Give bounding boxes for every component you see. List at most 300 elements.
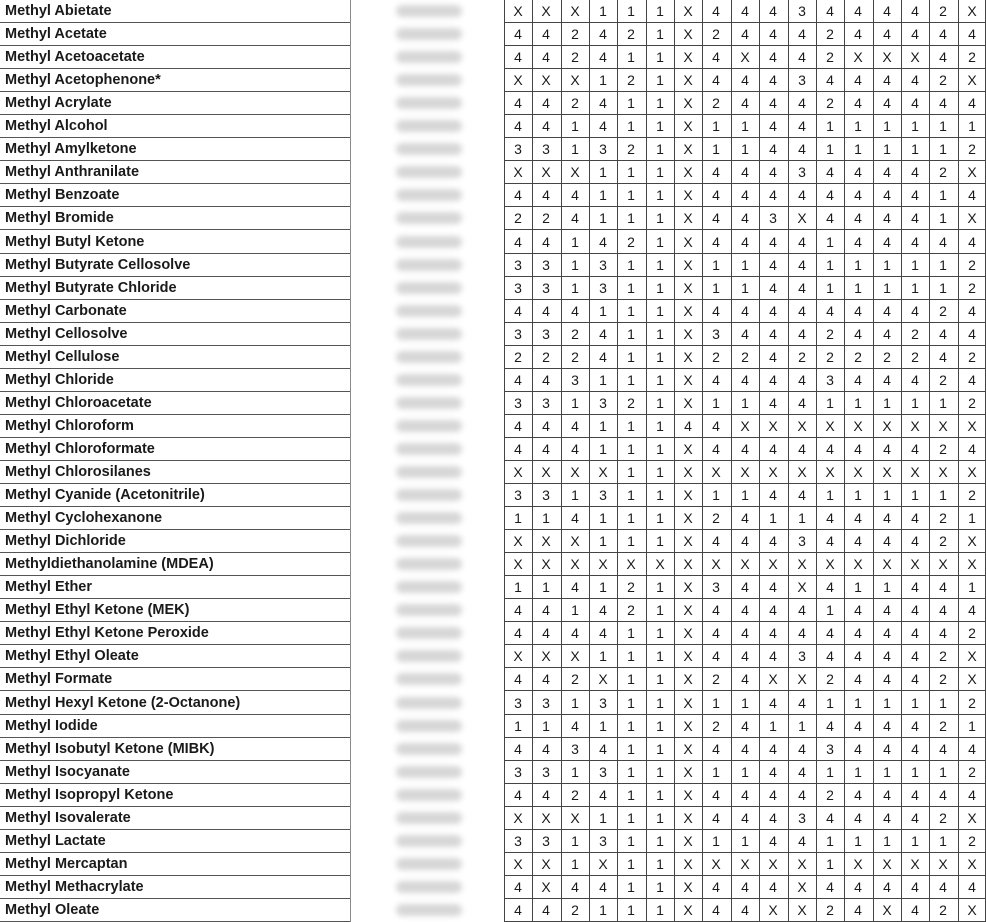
rating-cell: 4 [883,95,891,111]
rating-cell: 2 [826,326,834,342]
rating-cell: X [541,856,551,872]
rating-cell: 1 [826,257,834,273]
rating-cell: X [967,671,977,687]
table-row [0,692,986,715]
rating-cell: 4 [826,718,834,734]
rating-cell: 1 [826,395,834,411]
rating-cell: X [683,695,693,711]
blurred-cas-number [352,415,502,438]
blurred-text-smudge [396,166,462,178]
blurred-cas-number [352,23,502,46]
rating-cell: 1 [854,118,862,134]
rating-cell: X [967,556,977,572]
rating-cell: 4 [968,234,976,250]
rating-cell: 2 [826,26,834,42]
blurred-text-smudge [396,650,462,662]
rating-cell: 1 [656,856,664,872]
rating-cell: 2 [826,49,834,65]
rating-cell: 3 [769,210,777,226]
rating-cell: 1 [627,49,635,65]
chemical-name: Methyl Isobutyl Ketone (MIBK) [5,741,215,757]
rating-cell: X [683,879,693,895]
rating-cell: 1 [656,441,664,457]
rating-cell: 2 [883,349,891,365]
rating-cell: 1 [656,648,664,664]
rating-cell: 4 [769,187,777,203]
rating-cell: X [797,418,807,434]
rating-cell: 1 [939,141,947,157]
rating-cell: 1 [656,579,664,595]
rating-cell: X [541,164,551,180]
blurred-cas-number [352,899,502,922]
rating-cell: 3 [542,833,550,849]
rating-cell: 4 [798,487,806,503]
rating-cell: 1 [571,118,579,134]
rating-cell: 1 [656,164,664,180]
rating-cell: 4 [514,418,522,434]
rating-cell: 3 [599,764,607,780]
rating-cell: 1 [798,510,806,526]
rating-cell: X [598,856,608,872]
rating-cell: 4 [769,602,777,618]
rating-cell: X [797,879,807,895]
rating-cell: 4 [854,372,862,388]
rating-cell: 1 [854,833,862,849]
rating-cell: X [683,464,693,480]
rating-cell: 4 [599,326,607,342]
rating-cell: 2 [939,3,947,19]
blurred-text-smudge [396,881,462,893]
rating-cell: X [797,856,807,872]
rating-cell: 2 [542,349,550,365]
rating-cell: 1 [656,671,664,687]
rating-cell: 4 [514,787,522,803]
rating-cell: 4 [883,625,891,641]
rating-cell: 4 [599,49,607,65]
rating-cell: 1 [968,579,976,595]
rating-cell: 4 [712,625,720,641]
rating-cell: 1 [656,464,664,480]
rating-cell: 1 [542,718,550,734]
rating-cell: 4 [741,533,749,549]
rating-cell: 4 [514,118,522,134]
rating-cell: 4 [854,787,862,803]
rating-cell: 4 [826,810,834,826]
rating-cell: 3 [798,648,806,664]
rating-cell: 1 [826,234,834,250]
rating-cell: X [541,464,551,480]
rating-cell: 1 [627,833,635,849]
rating-cell: 2 [968,695,976,711]
rating-cell: X [683,856,693,872]
blurred-text-smudge [396,328,462,340]
chemical-name: Methyl Oleate [5,902,100,918]
rating-cell: 1 [656,718,664,734]
blurred-text-smudge [396,789,462,801]
rating-cell: X [825,418,835,434]
rating-cell: X [967,464,977,480]
rating-cell: 4 [854,671,862,687]
rating-cell: X [938,556,948,572]
rating-cell: X [683,164,693,180]
rating-cell: 4 [741,879,749,895]
rating-cell: 4 [514,902,522,918]
rating-cell: X [938,856,948,872]
rating-cell: 4 [712,49,720,65]
rating-cell: 1 [741,695,749,711]
rating-cell: 1 [911,280,919,296]
rating-cell: 3 [542,326,550,342]
rating-cell: 1 [741,395,749,411]
chemical-name: Methyl Chlorosilanes [5,464,151,480]
rating-cell: 4 [854,602,862,618]
rating-cell: 1 [599,3,607,19]
rating-cell: 4 [939,741,947,757]
rating-cell: 4 [769,141,777,157]
chemical-name: Methyl Carbonate [5,303,127,319]
rating-cell: 4 [599,879,607,895]
rating-cell: 2 [571,902,579,918]
rating-cell: 1 [854,487,862,503]
rating-cell: X [882,902,892,918]
blurred-cas-number [352,438,502,461]
rating-cell: X [513,810,523,826]
table-row [0,115,986,138]
rating-cell: X [768,902,778,918]
rating-cell: 4 [542,625,550,641]
rating-cell: 1 [627,718,635,734]
blurred-cas-number [352,184,502,207]
rating-cell: 4 [939,234,947,250]
row-divider [0,690,350,691]
table-row [0,392,986,415]
rating-cell: 1 [571,602,579,618]
rating-cell: 4 [542,187,550,203]
blurred-cas-number [352,853,502,876]
rating-cell: X [683,72,693,88]
rating-cell: 4 [514,602,522,618]
blurred-cas-number [352,207,502,230]
rating-cell: X [683,810,693,826]
rating-cell: 1 [656,879,664,895]
rating-cell: 1 [911,695,919,711]
rating-cell: 1 [826,280,834,296]
rating-cell: 2 [939,164,947,180]
rating-cell: X [513,3,523,19]
rating-cell: 4 [883,648,891,664]
table-row [0,576,986,599]
rating-cell: 1 [656,810,664,826]
rating-cell: 2 [968,257,976,273]
rating-cell: 2 [968,625,976,641]
rating-cell: X [513,648,523,664]
chemical-name: Methyl Ethyl Ketone Peroxide [5,625,209,641]
rating-cell: 1 [656,510,664,526]
rating-cell: 4 [769,372,777,388]
rating-cell: 4 [571,718,579,734]
table-row [0,161,986,184]
table-row [0,184,986,207]
rating-cell: 4 [599,741,607,757]
rating-cell: 4 [542,671,550,687]
rating-cell: X [513,856,523,872]
rating-cell: 4 [911,787,919,803]
rating-cell: 1 [911,118,919,134]
rating-cell: 4 [854,533,862,549]
blurred-text-smudge [396,627,462,639]
rating-cell: X [570,556,580,572]
rating-cell: 4 [769,879,777,895]
rating-cell: 4 [911,72,919,88]
rating-cell: 4 [769,395,777,411]
rating-cell: 4 [883,741,891,757]
rating-cell: 4 [968,187,976,203]
blurred-cas-number [352,553,502,576]
rating-cell: 1 [627,741,635,757]
chemical-name: Methyl Butyrate Chloride [5,280,177,296]
blurred-cas-number [352,761,502,784]
rating-cell: 1 [911,257,919,273]
blurred-cas-number [352,715,502,738]
rating-cell: 1 [656,372,664,388]
rating-cell: 4 [826,187,834,203]
rating-cell: 4 [798,787,806,803]
rating-cell: 1 [712,833,720,849]
blurred-cas-number [352,645,502,668]
rating-cell: X [683,787,693,803]
rating-cell: 2 [826,95,834,111]
rating-cell: 4 [883,234,891,250]
blurred-text-smudge [396,305,462,317]
rating-cell: 1 [627,510,635,526]
chemical-name: Methyl Abietate [5,3,112,19]
rating-cell: 4 [854,510,862,526]
blurred-cas-number [352,231,502,254]
rating-cell: 4 [712,72,720,88]
rating-cell: 3 [599,487,607,503]
chemical-name: Methyl Ether [5,579,93,595]
blurred-cas-number [352,369,502,392]
rating-cell: 1 [883,280,891,296]
rating-cell: 1 [712,257,720,273]
rating-cell: 2 [968,280,976,296]
rating-cell: 4 [542,787,550,803]
rating-cell: 4 [968,326,976,342]
chemical-name: Methyl Chloroform [5,418,134,434]
blurred-text-smudge [396,512,462,524]
chemical-name: Methyl Isovalerate [5,810,131,826]
rating-cell: 2 [939,648,947,664]
rating-cell: 2 [826,349,834,365]
rating-cell: 4 [939,49,947,65]
rating-cell: 4 [769,579,777,595]
rating-cell: 4 [939,349,947,365]
rating-cell: 1 [627,764,635,780]
rating-cell: 1 [599,533,607,549]
rating-cell: 1 [854,280,862,296]
rating-cell: 4 [883,72,891,88]
rating-cell: 1 [656,26,664,42]
rating-cell: 3 [599,695,607,711]
table-row [0,784,986,807]
rating-cell: 4 [514,879,522,895]
rating-cell: 3 [798,3,806,19]
rating-cell: 4 [571,187,579,203]
rating-cell: X [967,902,977,918]
rating-cell: 4 [826,441,834,457]
rating-cell: X [570,3,580,19]
rating-cell: 4 [542,902,550,918]
rating-cell: 1 [854,695,862,711]
rating-cell: 1 [599,441,607,457]
chemical-name: Methyl Acetate [5,26,107,42]
rating-cell: X [853,49,863,65]
table-row [0,668,986,691]
chemical-name: Methyl Iodide [5,718,98,734]
rating-cell: 3 [514,257,522,273]
rating-cell: X [626,556,636,572]
rating-cell: 4 [542,95,550,111]
blurred-text-smudge [396,5,462,17]
rating-cell: 1 [911,487,919,503]
rating-cell: 4 [911,26,919,42]
blurred-cas-number [352,92,502,115]
chemical-name: Methyl Anthranilate [5,164,140,180]
rating-cell: 2 [712,26,720,42]
rating-cell: 4 [769,648,777,664]
rating-cell: X [541,810,551,826]
rating-cell: 1 [571,280,579,296]
rating-cell: 1 [599,902,607,918]
rating-cell: X [882,418,892,434]
blurred-text-smudge [396,812,462,824]
rating-cell: 2 [968,49,976,65]
rating-cell: 3 [599,257,607,273]
rating-cell: 1 [939,210,947,226]
chemical-name: Methyl Dichloride [5,533,126,549]
blurred-cas-number [352,323,502,346]
rating-cell: 4 [741,787,749,803]
rating-cell: X [740,49,750,65]
table-row [0,599,986,622]
rating-cell: 4 [514,625,522,641]
rating-cell: 2 [627,602,635,618]
rating-cell: 4 [939,879,947,895]
rating-cell: 1 [854,141,862,157]
blurred-text-smudge [396,74,462,86]
rating-cell: 1 [826,118,834,134]
rating-cell: 4 [769,764,777,780]
rating-cell: 4 [741,648,749,664]
rating-cell: 1 [741,280,749,296]
rating-cell: 1 [939,487,947,503]
rating-cell: X [513,464,523,480]
chemical-name: Methyl Bromide [5,210,114,226]
rating-cell: 3 [599,395,607,411]
rating-cell: 2 [514,349,522,365]
rating-cell: 4 [712,441,720,457]
rating-cell: 4 [741,741,749,757]
rating-cell: 1 [656,210,664,226]
rating-cell: 4 [599,602,607,618]
rating-cell: 4 [798,372,806,388]
rating-cell: 1 [571,695,579,711]
blurred-text-smudge [396,535,462,547]
rating-cell: 4 [712,3,720,19]
rating-cell: X [683,441,693,457]
rating-cell: X [683,902,693,918]
rating-cell: 2 [968,833,976,849]
rating-cell: X [541,879,551,895]
rating-cell: 1 [627,879,635,895]
rating-cell: X [740,464,750,480]
table-row [0,207,986,230]
rating-cell: 1 [656,49,664,65]
rating-cell: 4 [911,510,919,526]
chemical-name: Methyl Butyrate Cellosolve [5,257,191,273]
rating-cell: 4 [798,395,806,411]
blurred-cas-number [352,69,502,92]
table-row [0,138,986,161]
rating-cell: 4 [883,787,891,803]
rating-cell: 2 [741,349,749,365]
chemical-name: Methyl Cyclohexanone [5,510,163,526]
blurred-cas-number [352,46,502,69]
blurred-text-smudge [396,259,462,271]
chemical-name: Methyl Ethyl Oleate [5,648,139,664]
blurred-text-smudge [396,236,462,248]
rating-cell: 4 [712,187,720,203]
table-row [0,300,986,323]
rating-cell: 1 [571,141,579,157]
rating-cell: 4 [883,372,891,388]
rating-cell: 4 [712,787,720,803]
rating-cell: X [683,718,693,734]
rating-cell: 1 [627,787,635,803]
rating-cell: 3 [599,833,607,849]
rating-cell: 1 [939,257,947,273]
rating-cell: 1 [911,395,919,411]
rating-cell: X [683,395,693,411]
rating-cell: 3 [514,695,522,711]
table-row [0,853,986,876]
rating-cell: 4 [712,418,720,434]
rating-cell: 2 [826,671,834,687]
rating-cell: 1 [627,648,635,664]
rating-cell: X [598,671,608,687]
rating-cell: 4 [542,372,550,388]
rating-cell: 4 [769,326,777,342]
rating-cell: X [882,856,892,872]
rating-cell: X [853,464,863,480]
rating-cell: 1 [854,764,862,780]
rating-cell: 1 [911,764,919,780]
blurred-cas-number [352,346,502,369]
rating-cell: 1 [627,3,635,19]
chemical-name: Methyl Chloride [5,372,114,388]
blurred-text-smudge [396,282,462,294]
rating-cell: 4 [514,95,522,111]
table-row [0,323,986,346]
rating-cell: 4 [939,787,947,803]
rating-cell: 4 [769,533,777,549]
chemical-name: Methyl Ethyl Ketone (MEK) [5,602,190,618]
rating-cell: X [967,533,977,549]
rating-cell: X [683,187,693,203]
rating-cell: 1 [656,787,664,803]
rating-cell: 4 [798,441,806,457]
rating-cell: 4 [514,303,522,319]
